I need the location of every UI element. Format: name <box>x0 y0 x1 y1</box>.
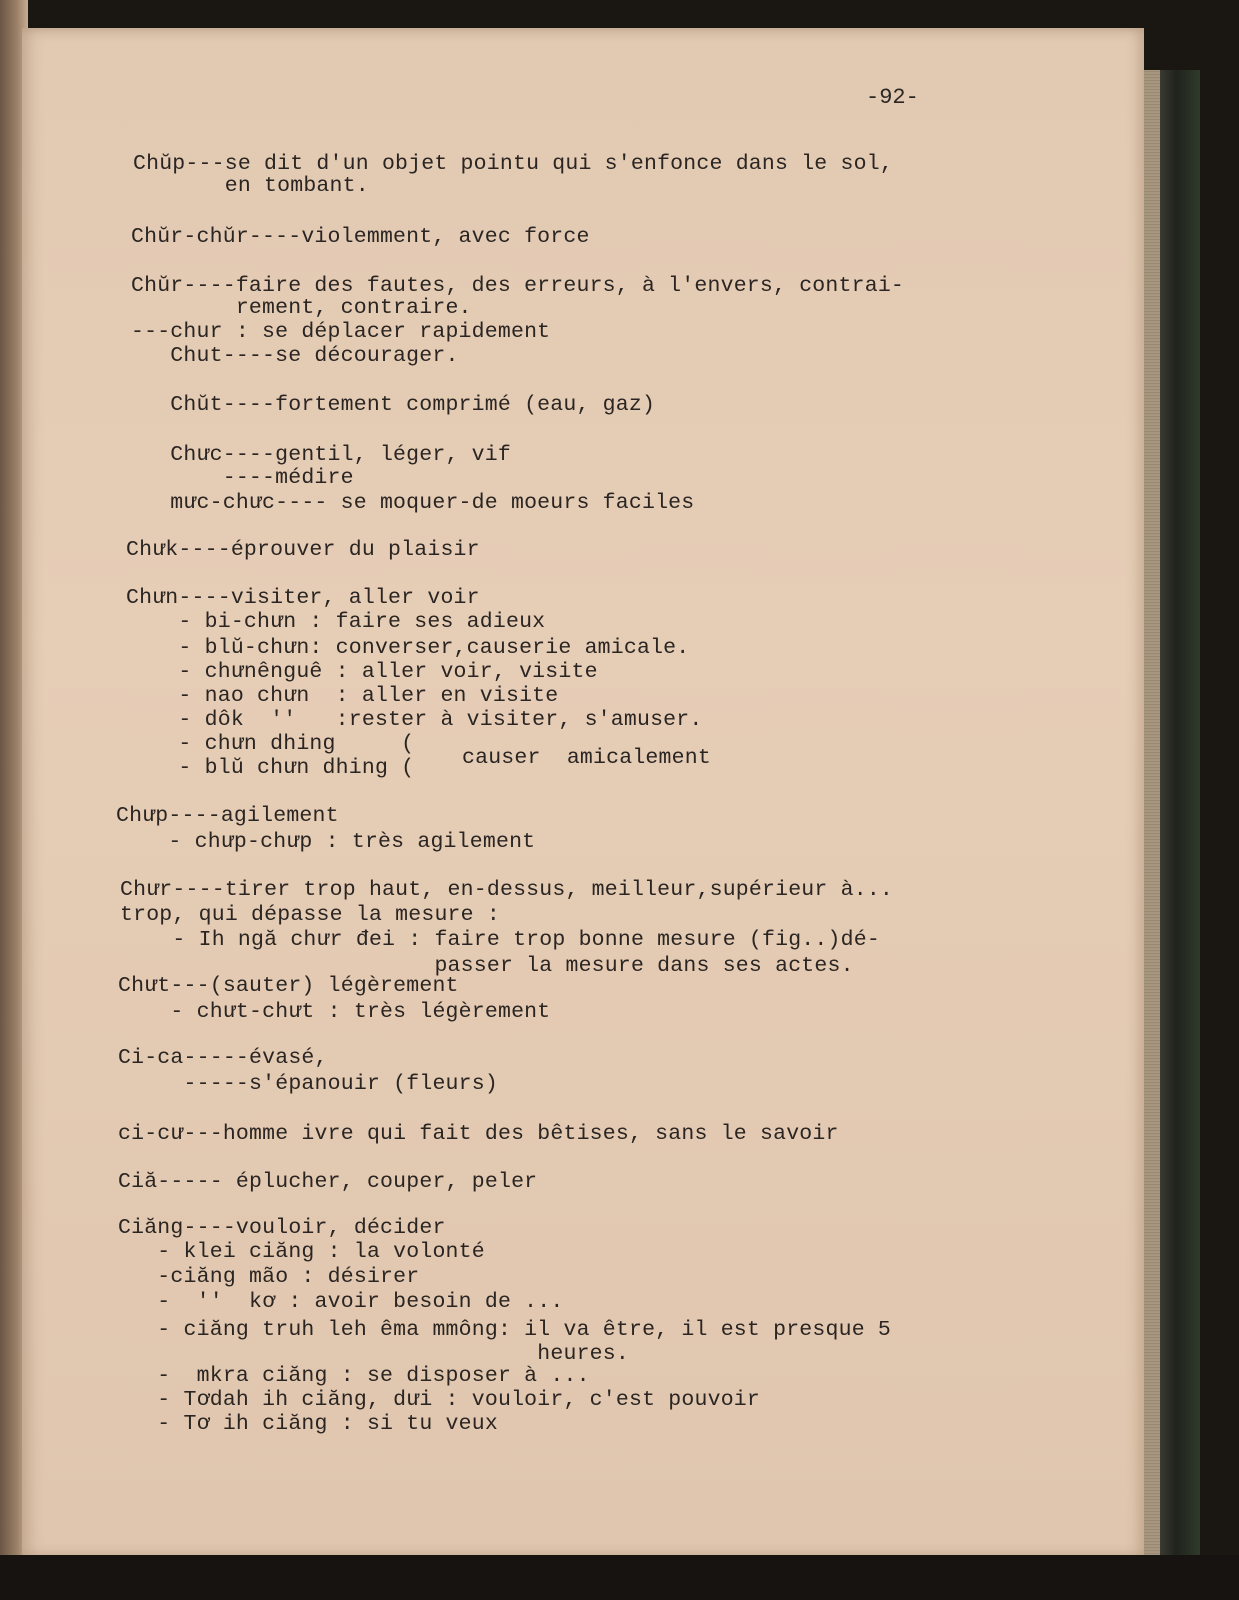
entry-line: - chưnênguê : aller voir, visite <box>126 660 598 684</box>
entry-line: - '' kơ : avoir besoin de ... <box>118 1290 564 1314</box>
bottom-shadow <box>0 1555 1239 1600</box>
page-edges <box>1144 70 1160 1570</box>
entry-line: trop, qui dépasse la mesure : <box>120 903 500 927</box>
entry-line: ----médire <box>131 466 354 490</box>
entry-line: - nao chưn : aller en visite <box>126 684 559 708</box>
entry-line: Chưp----agilement <box>116 804 339 828</box>
entry-line: Chut----se décourager. <box>131 344 459 368</box>
entry-line: Ci-ca-----évasé, <box>118 1046 328 1070</box>
entry-line: - Tơ ih ciăng : si tu veux <box>118 1412 498 1436</box>
entry-line: - Ih ngă chưr đei : faire trop bonne mesure (fig..)dé- <box>120 928 880 952</box>
book-spine <box>1160 70 1200 1570</box>
entry-line: Chŭr----faire des fautes, des erreurs, à l'envers, contrai- <box>131 274 905 298</box>
entry-line: - chưn dhing ( <box>126 732 415 756</box>
entry-line: - blŭ-chưn: converser,causerie amicale. <box>126 636 690 660</box>
entry-line: mưc-chưc---- se moquer-de moeurs faciles <box>131 491 695 515</box>
entry-line: Chŭp---se dit d'un objet pointu qui s'enfonce dans le sol, <box>133 152 893 176</box>
entry-line: passer la mesure dans ses actes. <box>120 954 854 978</box>
entry-line: - bi-chưn : faire ses adieux <box>126 610 546 634</box>
entry-line: Chŭt----fortement comprimé (eau, gaz) <box>131 393 656 417</box>
entry-line: - dôk '' :rester à visiter, s'amuser. <box>126 708 703 732</box>
entry-line: en tombant. <box>133 174 369 198</box>
entry-line: heures. <box>118 1342 629 1366</box>
entry-line: -----s'épanouir (fleurs) <box>118 1072 498 1096</box>
entry-line: Chŭr-chŭr----violemment, avec force <box>131 225 590 249</box>
entry-line: ci-cư---homme ivre qui fait des bêtises, sans le savoir <box>118 1122 839 1146</box>
entry-line: - mkra ciăng : se disposer à ... <box>118 1364 590 1388</box>
entry-line: Ciăng----vouloir, décider <box>118 1216 446 1240</box>
entry-line: Chưk----éprouver du plaisir <box>126 538 480 562</box>
entry-line: - chưp-chưp : très agilement <box>116 830 536 854</box>
entry-line: Chưr----tirer trop haut, en-dessus, meilleur,supérieur à... <box>120 878 894 902</box>
entry-line: causer amicalement <box>462 746 711 770</box>
entry-line: - Tơdah ih ciăng, dưi : vouloir, c'est pouvoir <box>118 1388 761 1412</box>
page-number: -92- <box>866 85 919 110</box>
entry-line: - klei ciăng : la volonté <box>118 1240 485 1264</box>
entry-line: ---chur : se déplacer rapidement <box>131 320 551 344</box>
entry-line: -ciăng mão : désirer <box>118 1265 420 1289</box>
entry-line: - ciăng truh leh êma mmông: il va être, il est presque 5 <box>118 1318 892 1342</box>
entry-line: Chưc----gentil, léger, vif <box>131 443 511 467</box>
entry-line: - chưt-chưt : très légèrement <box>118 1000 551 1024</box>
entry-line: - blŭ chưn dhing ( <box>126 756 415 780</box>
entry-line: Chưt---(sauter) légèrement <box>118 974 459 998</box>
entry-line: Chưn----visiter, aller voir <box>126 586 480 610</box>
entry-line: Ciă----- éplucher, couper, peler <box>118 1170 538 1194</box>
entry-line: rement, contraire. <box>131 296 472 320</box>
